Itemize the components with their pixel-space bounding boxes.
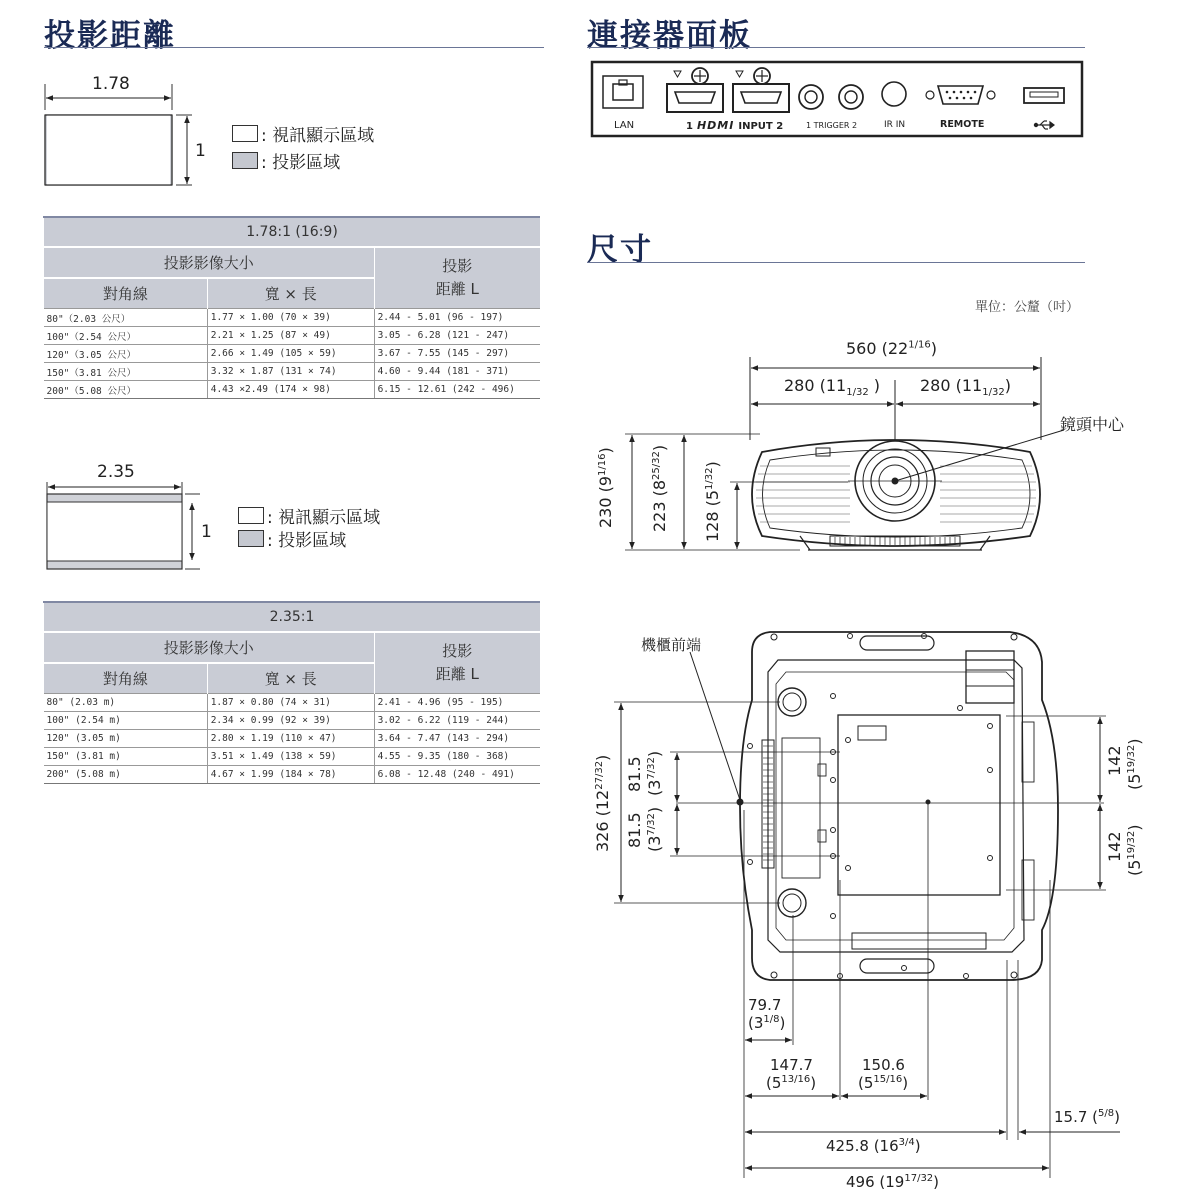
ratio-235-label: 2.35 bbox=[97, 462, 135, 482]
cabinet-front-label: 機櫃前端 bbox=[641, 636, 702, 654]
legend-video-169 bbox=[232, 121, 374, 146]
legend-white-swatch bbox=[232, 125, 258, 142]
hdmi-input-label: 1 HDMI INPUT 2 bbox=[686, 119, 784, 132]
table-row: 120" (3.05 m) 2.80 × 1.19 (110 × 47) 3.64 - 7.47 (143 - 294) bbox=[44, 730, 541, 748]
dim-142-top: 142 bbox=[1105, 745, 1124, 776]
table-row: 100" (2.54 m) 2.34 × 0.99 (92 × 39) 3.02 - 6.22 (119 - 244) bbox=[44, 712, 541, 730]
legend-grey-swatch bbox=[238, 530, 264, 547]
trigger-label: 1 TRIGGER 2 bbox=[806, 121, 858, 130]
table-row: 150" (3.81 m) 3.51 × 1.49 (138 × 59) 4.55 - 9.35 (180 - 368) bbox=[44, 748, 541, 766]
dim-142-top-sub: $(5^{19/32})$ bbox=[1125, 738, 1144, 790]
legend-white-swatch bbox=[238, 507, 264, 524]
legend-grey-swatch bbox=[232, 152, 258, 169]
dim-326: 326 $(12^{27/32})$ bbox=[593, 754, 612, 852]
dim-81-5-top: 81.5 bbox=[625, 756, 644, 792]
distance-header: 投影 距離 L bbox=[374, 632, 540, 694]
dim-81-5-top-sub: $(3^{7/32})$ bbox=[645, 750, 664, 796]
dim-128: 128 $(5^{1/32})$ bbox=[703, 461, 722, 542]
table-row: 80"（2.03 公尺） 1.77 × 1.00 (70 × 39) 2.44 - 5.01 (96 - 197) bbox=[44, 309, 541, 327]
dim-150-6: 150.6 $(5^{15/16})$ bbox=[858, 1056, 909, 1092]
group-header: 投影影像大小 bbox=[44, 632, 375, 663]
unit-label: 單位：公釐（吋） bbox=[975, 300, 1080, 315]
legend-video-235 bbox=[238, 503, 380, 528]
projection-distance-title: 投影距離 bbox=[44, 18, 176, 54]
aspect-235-diagram bbox=[47, 482, 200, 569]
table-row: 150"（3.81 公尺） 3.32 × 1.87 (131 × 74) 4.60 - 9.44 (181 - 371) bbox=[44, 363, 541, 381]
dim-230: 230 $(9^{1/16})$ bbox=[596, 447, 615, 528]
table-row: 200"（5.08 公尺） 4.43 ×2.49 (174 × 98) 6.15 - 12.61 (242 - 496) bbox=[44, 381, 541, 399]
table-169 bbox=[43, 216, 540, 399]
table-row: 100"（2.54 公尺） 2.21 × 1.25 (87 × 49) 3.05 - 6.28 (121 - 247) bbox=[44, 327, 541, 345]
dim-280-left: 280 ($11_{1/32}$ ) bbox=[784, 376, 881, 399]
legend-proj-text: : 投影區域 bbox=[267, 531, 347, 551]
dim-15-7: 15.7 ($^{5/8}$) bbox=[1054, 1108, 1120, 1126]
remote-label: REMOTE bbox=[940, 119, 985, 130]
dim-142-bottom: 142 bbox=[1105, 831, 1124, 862]
diagonal-header: 對角線 bbox=[44, 663, 208, 694]
dim-81-5-bottom: 81.5 bbox=[625, 812, 644, 848]
table-235 bbox=[43, 601, 540, 784]
dim-496: 496 $(19^{17/32})$ bbox=[846, 1173, 940, 1191]
table-row: 200" (5.08 m) 4.67 × 1.99 (184 × 78) 6.08 - 12.48 (240 - 491) bbox=[44, 766, 541, 784]
height-169-label: 1 bbox=[195, 141, 206, 161]
legend-video-text: : 視訊顯示區域 bbox=[261, 126, 375, 146]
projector-bottom-view bbox=[614, 632, 1120, 1178]
dim-142-bottom-sub: $(5^{19/32})$ bbox=[1125, 824, 1144, 876]
connector-panel-title: 連接器面板 bbox=[587, 18, 752, 54]
legend-proj-text: : 投影區域 bbox=[261, 153, 341, 173]
lens-center-label: 鏡頭中心 bbox=[1060, 415, 1125, 434]
distance-header: 投影 距離 L bbox=[374, 247, 540, 309]
dim-147-7: 147.7 $(5^{13/16})$ bbox=[766, 1056, 817, 1092]
dim-560: 560 $(22^{1/16})$ bbox=[846, 339, 937, 358]
height-235-label: 1 bbox=[201, 522, 212, 542]
legend-proj-169 bbox=[232, 148, 340, 173]
dim-425-8: 425.8 $(16^{3/4})$ bbox=[826, 1137, 921, 1155]
table-row: 80" (2.03 m) 1.87 × 0.80 (74 × 31) 2.41 - 4.96 (95 - 195) bbox=[44, 694, 541, 712]
table-row: 120"（3.05 公尺） 2.66 × 1.49 (105 × 59) 3.67 - 7.55 (145 - 297) bbox=[44, 345, 541, 363]
ir-in-label: IR IN bbox=[884, 120, 906, 130]
width-height-header: 寬 × 長 bbox=[207, 663, 374, 694]
legend-proj-235 bbox=[238, 526, 346, 551]
dim-79-7: 79.7 $(3^{1/8})$ bbox=[748, 996, 786, 1032]
group-header: 投影影像大小 bbox=[44, 247, 375, 278]
legend-video-text: : 視訊顯示區域 bbox=[267, 508, 381, 528]
lan-label: LAN bbox=[614, 120, 635, 131]
ratio-169-label: 1.78 bbox=[92, 74, 130, 94]
dim-223: 223 $(8^{25/32})$ bbox=[650, 444, 669, 532]
hdmi-logo: HDMI bbox=[696, 119, 735, 132]
width-height-header: 寬 × 長 bbox=[207, 278, 374, 309]
dim-280-right: 280 $(11_{1/32})$ bbox=[920, 376, 1011, 399]
table-title: 1.78:1 (16:9) bbox=[44, 217, 541, 247]
table-title: 2.35:1 bbox=[44, 602, 541, 632]
diagonal-header: 對角線 bbox=[44, 278, 208, 309]
dim-81-5-bottom-sub: $(3^{7/32})$ bbox=[645, 806, 664, 852]
dimensions-title: 尺寸 bbox=[587, 232, 653, 268]
aspect-169-diagram bbox=[45, 84, 192, 185]
